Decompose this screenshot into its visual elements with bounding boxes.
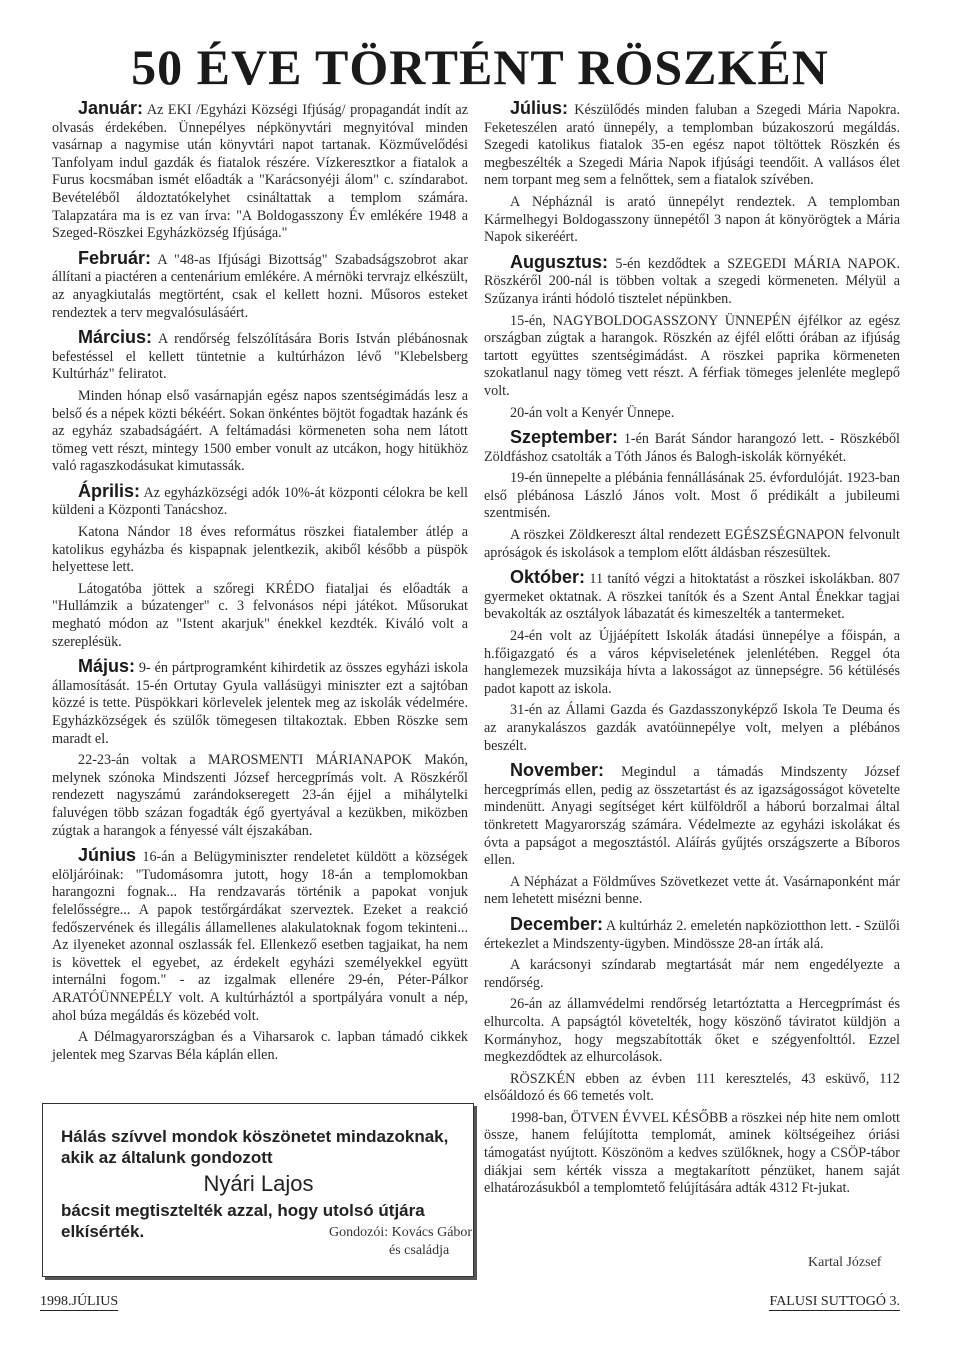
memorial-name: Nyári Lajos [203, 1171, 314, 1196]
paragraph-text: Megindul a támadás Mindszenty József hercegprímás ellen, pedig az összetartást és az igazságosságot követelte mindenütt. Anyagi segítséget kért külföldről a háború borzalmai által tönkretett Magyarország számára. Védelmezte az egyházi iskolákat és óvta a papságot a megosztástól. Aláírás gyűjtés országszerte a Bíboros ellen. [484, 764, 900, 869]
paragraph [484, 874, 900, 909]
memorial-signature [329, 1224, 479, 1260]
paragraph [52, 329, 468, 384]
paragraph [484, 1071, 900, 1106]
month-heading: Február: [78, 247, 152, 268]
paragraph-text: Készülődés minden faluban a Szegedi Mária Napokra. Feketeszélen arató ünnepély, a templomban búzakoszorú megáldás. Szegedi katolikus fiatalok 35-en egész napot töltöttek Röszkén és megbeszélték a Szegedi Mária Napok ifjúsági teendőit. A vallásos élet nem torpant meg sem a felnőttek, sem a fiatalok szívében. [484, 102, 900, 189]
paragraph-text: 31-én az Állami Gazda és Gazdasszonyképző Iskola Te Deuma és az aranykalászos gazdák avatóünnepélye volt, melyen a plébános beszélt. [484, 702, 900, 754]
month-heading: Október: [510, 567, 586, 588]
paragraph [484, 702, 900, 755]
paragraph-text: A Népházat a Földműves Szövetkezet vette át. Vasárnaponként már nem lehetett misézni benne. [484, 873, 900, 908]
paragraph-text: 15-én, NAGYBOLDOGASSZONY ÜNNEPÉN éjfélkor az egész országban zúgtak a harangok. Röszkén az éjfél előtti órában az ifjúság tartott együttes szentségimádást. A röszkei paprika körmeneten szokatlanul nagy tömeg vett részt. A férfiak tömeges jelenléte meglepő volt. [484, 312, 900, 399]
paragraph-text: 9- én pártprogramként kihirdetik az összes egyházi iskola államosítását. 15-én Ortutay Gyula vallásügyi miniszter ezt a sajtóban közzé is tette. Püspökkari körlevelek jelentek meg az iskolák védelmére. Egyházközségek és szülők tömegesen tiltakoztak. Ebben Röszke sem maradt el. [52, 660, 468, 747]
month-heading: Március: [78, 327, 153, 348]
month-heading: Június [78, 845, 137, 866]
author-signature: Kartal József [808, 1255, 882, 1270]
month-heading: Április: [78, 480, 141, 501]
paragraph [484, 194, 900, 247]
paragraph [52, 388, 468, 476]
right-column [484, 100, 900, 1202]
paragraph [484, 762, 900, 870]
paragraph [484, 569, 900, 624]
paragraph-text: Minden hónap első vasárnapján egész napos szentségimádás lesz a belső és a népek közti békéért. Sokan önkéntes böjtöt fogadtak hazánk és az egyház szabadságáért. A feltámadási körmeneten soha nem látott tömeg vett részt, mintegy 1500 ember vonult az utcákon, hogy hitükhöz való ragaszkodásukat kimutassák. [52, 387, 468, 475]
paragraph [52, 524, 468, 577]
memorial-line-1: Hálás szívvel mondok köszönetet mindazoknak, akik az általunk gondozott [61, 1127, 449, 1167]
footer-date: 1998.JÚLIUS [40, 1294, 119, 1309]
paragraph-text: 16-án a Belügyminiszter rendeletet küldött a községek elöljáróinak: "Tudomásomra jutott, hogy 18-án a templomokban harangozni fognak... Ha rendzavarás történik a papokat vonjuk felelősségre... A papok testőrgárdákat szerveztek. Ezeket a reakció fedőszervének és illegális államellenes alakulatoknak fogom tekinteni... Az ilyeneket azonnal oszlassák fel. Ellenkező esetben tagjaikat, ha nem is követtek el egyebet, az érdekelt egyházi személyekkel együtt internálni fogom." - az izgalmak ellenére 29-én, Péter-Pálkor ARATÓÜNNEPÉLY volt. A kultúrháztól a sportpályára vonult a nép, ahol búza megáldás és közebéd volt. [52, 849, 468, 1024]
paragraph-text: A "48-as Ifjúsági Bizottság" Szabadságszobrot akar állítani a piactéren a centenárium emlékére. A mérnöki tervrajz elkészült, az anyagkiutalás megtörtént, csak el kellett hozni. Műsoros esteket rendeztek a terv megvalósulásáért. [52, 251, 468, 321]
left-column [52, 100, 468, 1068]
page-title: 50 ÉVE TÖRTÉNT RÖSZKÉN [131, 39, 829, 95]
paragraph-text: 19-én ünnepelte a plébánia fennállásának 25. évfordulóját. 1923-ban első plébánosa László János volt. Most ő prédikált a jubileumi szentmisén. [484, 470, 900, 522]
paragraph-text: 5-én kezdődtek a SZEGEDI MÁRIA NAPOK. Röszkéről 200-nál is többen voltak a szegedi körmeneten. Mélyül a Szűzanya iránti hódoló tisztelet népünkben. [484, 255, 900, 307]
paragraph-text: 24-én volt az Újjáépített Iskolák átadási ünnepélye a főispán, a h.főigazgató és a város képviseletének jelenlétében. Reggel óta hanglemezek muzsikája hívta a lakosságot az ünnepségre. 56 kétülésés padot kapott az iskola. [484, 628, 900, 697]
paragraph-text: 26-án az államvédelmi rendőrség letartóztatta a Hercegprímást és elhurcolta. A papságtól követelték, hogy köszönő táviratot küldjön a Kormányhoz, hogy megszabították őket e szégyenfolttól. Ezzel megkezdődtek az elhurcolások. [484, 996, 900, 1066]
paragraph-text: A röszkei Zöldkereszt által rendezett EGÉSZSÉGNAPON felvonult apróságok és iskolások a templom előtt áldásban részesültek. [484, 527, 900, 561]
memorial-box [42, 1103, 474, 1277]
memorial-signature-line-2: és családja [389, 1243, 450, 1258]
paragraph [484, 251, 900, 309]
memorial-signature-line-1: Gondozói: Kovács Gábor [329, 1225, 473, 1240]
paragraph [484, 996, 900, 1066]
paragraph-text: RÖSZKÉN ebben az évben 111 keresztelés, 43 esküvő, 112 elsőáldozó és 66 temetés volt. [484, 1070, 900, 1105]
paragraph [52, 658, 468, 748]
paragraph [484, 470, 900, 523]
paragraph-text: A karácsonyi színdarab megtartását már nem engedélyezte a rendőrség. [484, 957, 900, 991]
paragraph-text: 11 tanító végzi a hitoktatást a röszkei iskolákban. 807 gyermeket oktatnak. A röszkei tanítók és a Szent Antal Énekkar tagjai bevakolták az osztályok lábazatát és kimeszelték a tantermeket. [484, 571, 900, 623]
paragraph-text: 22-23-án voltak a MAROSMENTI MÁRIANAPOK Makón, melynek szónoka Mindszenti József hercegprímás volt. A Röszkéről rendezett nagyszámú zarándokseregett 23-án éjjel a mihálytelki faluvégen több százan fogadták égő gyertyával a kezükben, miközben zúgtak a harangok a fényessé vált éjszakában. [52, 752, 468, 839]
paragraph [484, 100, 900, 190]
paragraph-text: A rendőrség felszólítására Boris István plébánosnak befestéssel el kellett tüntetnie a kultúrházon lévő "Klebelsberg Kultúrház" feliratot. [52, 331, 468, 383]
paragraph [484, 628, 900, 698]
paragraph [52, 581, 468, 651]
paragraph [52, 1029, 468, 1064]
paragraph-text: 1998-ban, ÖTVEN ÉVVEL KÉSŐBB a röszkei nép hite nem omlott össze, hanem felújította templomát, aminek költségeihez óriási támogatást nyújtott. Köszönöm a kedves szülőknek, hogy a CSÖP-tábor diákjai sem kérték vissza a megtakarított pénzüket, hanem saját elhatározásukból a templomtető felújítására adták 4312 Ft-jukat. [484, 1109, 900, 1197]
paragraph-text: Katona Nándor 18 éves református röszkei fiatalember átlép a katolikus egyházba és kispapnak jelentkezik, akiből később a püspök helyettese lett. [52, 524, 468, 576]
page-footer [40, 1294, 900, 1312]
paragraph [484, 527, 900, 562]
paragraph-text: Látogatóba jöttek a szőregi KRÉDO fiataljai és előadták a "Hullámzik a búzatenger" c. 3 felvonásos népi játékot. Műsorukat megható módon az "Istent akarjuk" énekkel kezdték. Kiváló volt a szereplésük. [52, 580, 468, 650]
paragraph-text: Az egyházközségi adók 10%-át központi célokra be kell küldeni a Központi Tanácshoz. [52, 484, 468, 519]
month-heading: Szeptember: [510, 427, 619, 448]
month-heading: Január: [78, 98, 144, 118]
paragraph [52, 847, 468, 1025]
paragraph-text: A Népháznál is arató ünnepélyt rendeztek. A templomban Kármelhegyi Boldogasszony ünnepétől 3 napon át könyörögtek a Mária Napok sikeréért. [484, 193, 900, 246]
paragraph [484, 313, 900, 401]
paragraph [52, 247, 468, 322]
paragraph-text: 20-án volt a Kenyér Ünnepe. [510, 404, 675, 421]
paragraph [52, 752, 468, 840]
memorial-line-2: bácsit megtisztelték azzal, hogy utolsó útjára elkísérték. [61, 1201, 425, 1241]
paragraph [484, 913, 900, 953]
paragraph-text: 1-én Barát Sándor harangozó lett. - Röszkéből Zöldfáshoz csatolták a Tóth János és Balogh-iskolák környékét. [484, 431, 900, 465]
month-heading: December: [510, 913, 604, 934]
paragraph [484, 429, 900, 466]
paragraph-text: Az EKI /Egyházi Községi Ifjúság/ propagandát indít az olvasás érdekében. Ünnepélyes népkönyvtári megnyitóval minden vasárnap a nagymise után könyvtári napot tartanak. Közművelődési Tanfolyam indul gazdák és fiatalok részére. Vízkeresztkor a fiatalok a Furus kocsmában ismét előadták a "Karácsonyéji álom" c. színdarabot. Bevételéből áldoztatókelyhet csináltattak a templom számára. Talapzatára ma is ez van írva: "A Boldogasszony Év emlékére 1948 a Szeged-Röszkei Egyházközség Ifjúsága." [52, 102, 468, 242]
paragraph [484, 405, 900, 423]
paragraph [484, 1110, 900, 1198]
paragraph-text: A Délmagyarországban és a Viharsarok c. lapban támadó cikkek jelentek meg Szarvas Béla káplán ellen. [52, 1029, 468, 1063]
month-heading: Augusztus: [510, 251, 608, 272]
month-heading: Július: [510, 98, 569, 118]
paragraph [52, 480, 468, 520]
footer-publication: FALUSI SUTTOGÓ 3. [769, 1294, 900, 1309]
paragraph [484, 957, 900, 992]
month-heading: Május: [78, 656, 136, 677]
month-heading: November: [510, 760, 605, 781]
paragraph [52, 100, 468, 243]
paragraph-text: A kultúrház 2. emeletén napköziotthon lett. - Szülői értekezlet a Mindszenty-ügyben. Mindössze 28-an írták alá. [484, 917, 900, 952]
